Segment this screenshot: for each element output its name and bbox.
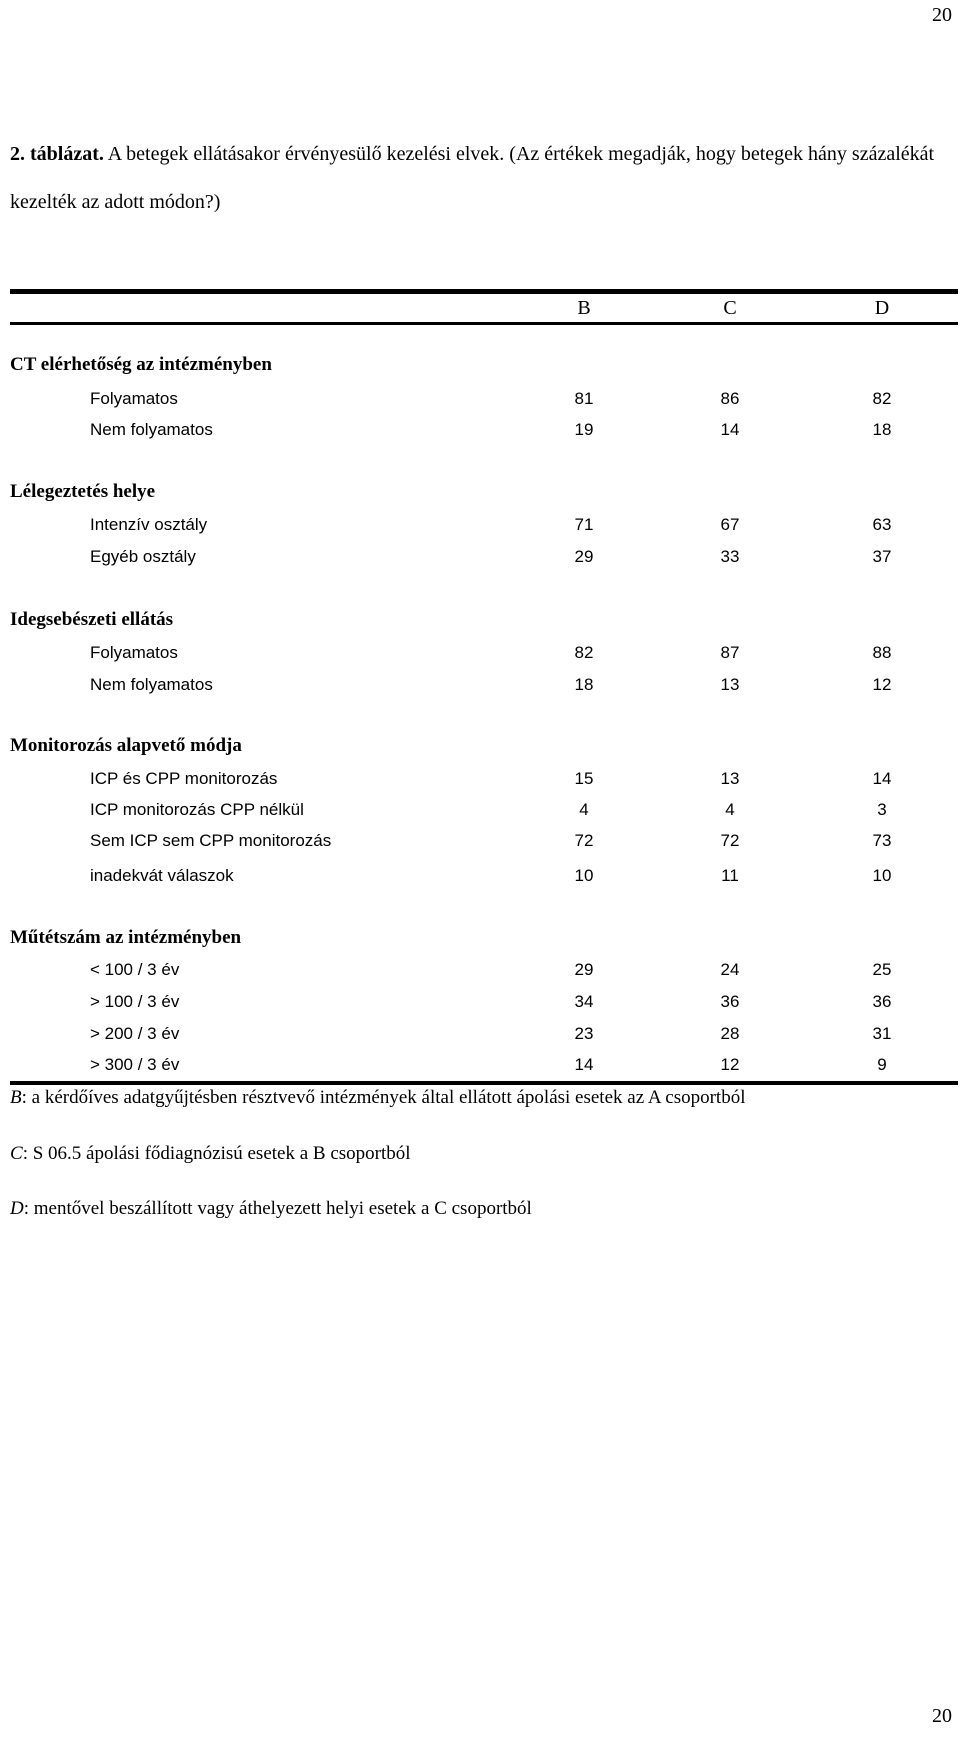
cell-d: 82 [872, 389, 892, 408]
row-label: Nem folyamatos [90, 675, 213, 694]
row-label: inadekvát válaszok [90, 866, 234, 885]
cell-c: 13 [720, 675, 740, 694]
table-row [0, 415, 960, 445]
cell-b: 29 [574, 960, 594, 979]
cell-d: 37 [872, 547, 892, 566]
table-row [0, 1050, 960, 1080]
cell-c: 36 [720, 992, 740, 1011]
column-headers [0, 294, 960, 322]
row-label: Egyéb osztály [90, 547, 196, 566]
column-header-d: D [874, 297, 890, 319]
row-label: Intenzív osztály [90, 515, 208, 534]
table-bottom-rule [10, 1081, 958, 1085]
group-title: Műtétszám az intézményben [10, 927, 242, 948]
cell-d: 12 [872, 675, 892, 694]
caption-text: A betegek ellátásakor érvényesülő kezelési elvek. (Az értékek megadják, hogy betegek hány százalékát kezelték az adott módon?) [10, 143, 935, 213]
cell-b: 15 [574, 769, 594, 788]
row-label: > 200 / 3 év [90, 1024, 180, 1043]
cell-c: 12 [720, 1055, 740, 1074]
cell-d: 88 [872, 643, 892, 662]
group-title: Monitorozás alapvető módja [10, 735, 242, 756]
cell-c: 14 [720, 420, 740, 439]
table-caption [10, 130, 950, 226]
cell-b: 10 [574, 866, 594, 885]
table-row [0, 542, 960, 572]
table-row [0, 638, 960, 668]
group-title: Lélegeztetés helye [10, 481, 156, 502]
cell-c: 13 [720, 769, 740, 788]
cell-b: 34 [574, 992, 594, 1011]
note-text: : S 06.5 ápolási fődiagnózisú esetek a B csoportból [22, 1143, 411, 1164]
cell-c: 28 [720, 1024, 740, 1043]
cell-d: 63 [872, 515, 892, 534]
cell-d: 10 [872, 866, 892, 885]
row-label: > 100 / 3 év [90, 992, 180, 1011]
group-title: Idegsebészeti ellátás [10, 609, 174, 630]
column-header-c: C [723, 297, 737, 319]
page-number-top: 20 [932, 4, 952, 26]
cell-d: 31 [872, 1024, 892, 1043]
cell-b: 19 [574, 420, 594, 439]
table-row [0, 955, 960, 985]
header-bottom-rule [10, 322, 958, 325]
row-label: Nem folyamatos [90, 420, 213, 439]
cell-d: 9 [877, 1055, 887, 1074]
cell-b: 4 [579, 800, 589, 819]
cell-c: 72 [720, 831, 740, 850]
note-key: D [10, 1198, 24, 1219]
cell-d: 25 [872, 960, 892, 979]
note-d [10, 1198, 532, 1220]
row-label: < 100 / 3 év [90, 960, 180, 979]
page-number-bottom: 20 [932, 1705, 952, 1727]
table-row [0, 987, 960, 1017]
cell-c: 86 [720, 389, 740, 408]
cell-b: 23 [574, 1024, 594, 1043]
cell-c: 67 [720, 515, 740, 534]
caption-label: 2. táblázat. [10, 143, 104, 165]
cell-d: 18 [872, 420, 892, 439]
table-row [0, 384, 960, 414]
note-key: C [10, 1143, 23, 1164]
note-b [10, 1087, 745, 1109]
row-label: ICP monitorozás CPP nélkül [90, 800, 304, 819]
group-title: CT elérhetőség az intézményben [10, 354, 272, 375]
cell-d: 36 [872, 992, 892, 1011]
cell-d: 3 [877, 800, 887, 819]
row-label: Folyamatos [90, 643, 178, 662]
cell-b: 71 [574, 515, 594, 534]
cell-b: 72 [574, 831, 594, 850]
cell-c: 11 [721, 866, 739, 885]
row-label: > 300 / 3 év [90, 1055, 180, 1074]
table-row [0, 670, 960, 700]
cell-d: 73 [872, 831, 892, 850]
cell-b: 82 [574, 643, 594, 662]
table-row [0, 795, 960, 825]
cell-d: 14 [872, 769, 892, 788]
row-label: Folyamatos [90, 389, 178, 408]
cell-b: 81 [574, 389, 594, 408]
cell-b: 29 [574, 547, 594, 566]
note-text: : a kérdőíves adatgyűjtésben résztvevő intézmények által ellátott ápolási esetek az A csoportból [21, 1087, 746, 1108]
table-row [0, 764, 960, 794]
cell-c: 87 [720, 643, 740, 662]
row-label: Sem ICP sem CPP monitorozás [90, 831, 332, 850]
table-row [0, 861, 960, 891]
column-header-b: B [577, 297, 591, 319]
cell-b: 18 [574, 675, 594, 694]
cell-b: 14 [574, 1055, 594, 1074]
table-row [0, 826, 960, 856]
cell-c: 4 [725, 800, 735, 819]
note-key: B [10, 1087, 22, 1108]
cell-c: 24 [720, 960, 740, 979]
table-row [0, 1019, 960, 1049]
note-c [10, 1143, 411, 1165]
cell-c: 33 [720, 547, 740, 566]
table-row [0, 510, 960, 540]
note-text: : mentővel beszállított vagy áthelyezett helyi esetek a C csoportból [23, 1198, 532, 1219]
row-label: ICP és CPP monitorozás [90, 769, 278, 788]
